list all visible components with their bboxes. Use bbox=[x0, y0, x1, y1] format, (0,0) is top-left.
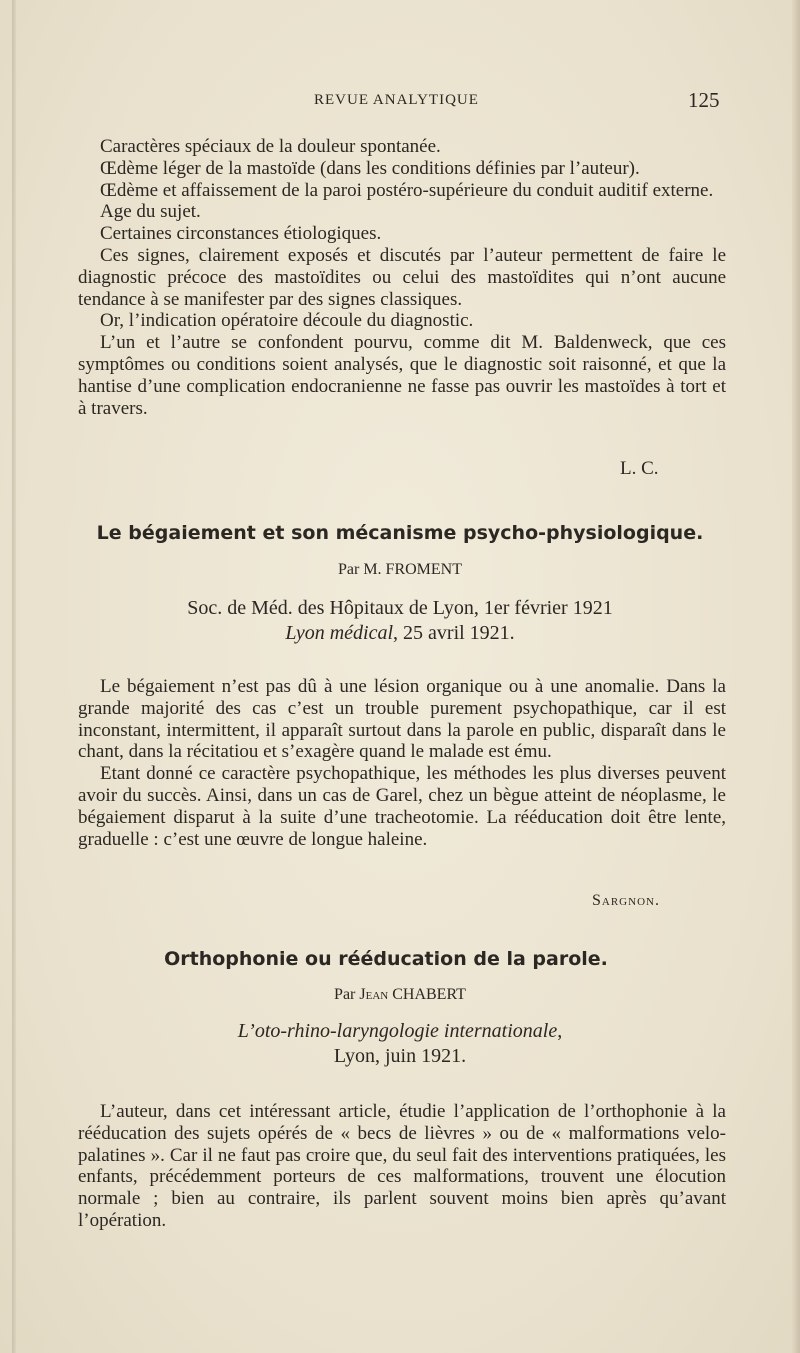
running-head-title: REVUE ANALYTIQUE bbox=[314, 92, 479, 108]
article-byline bbox=[0, 561, 800, 579]
paragraph: L’auteur, dans cet intéressant article, étudie l’application de l’orthophonie à la rééducation des sujets opérés de « becs de lièvres » ou de « malformations velo-palatines ». Car il ne faut pas croire que, du seul fait des interventions pratiquées, les enfants, précédemment porteurs de ces malformations, trouvent une élocution normale ; bien au contraire, ils parlent souvent moins bien après qu’avant l’opération. bbox=[78, 1101, 726, 1231]
paragraph: Œdème et affaissement de la paroi postéro-supérieure du conduit auditif externe. bbox=[100, 179, 714, 201]
byline-author: FROMENT bbox=[385, 561, 462, 578]
article-source bbox=[0, 1019, 800, 1069]
source-line: Lyon, juin 1921. bbox=[333, 1045, 467, 1067]
source-date: , 25 avril 1921. bbox=[393, 622, 515, 644]
byline-author: CHABERT bbox=[392, 986, 466, 1003]
article3-body bbox=[78, 1101, 726, 1232]
source-line: Soc. de Méd. des Hôpitaux de Lyon, 1er février 1921 bbox=[187, 597, 613, 619]
article-byline bbox=[0, 986, 800, 1004]
paragraph: L’un et l’autre se confondent pourvu, comme dit M. Baldenweck, que ces symptômes ou conditions soient analysés, que le diagnostic soit raisonné, et que la hantise d’une complication endocranienne ne fasse pas ouvrir les mastoïdes à tort et à travers. bbox=[78, 332, 726, 419]
source-line bbox=[0, 621, 800, 646]
byline-first-name: Jean bbox=[359, 986, 389, 1003]
paragraph: Ces signes, clairement exposés et discutés par l’auteur permettent de faire le diagnostic précoce des mastoïdites ou celui des mastoïdites qui n’ont aucune tendance à se manifester par des signes classiques. bbox=[78, 244, 726, 310]
source-journal: Lyon médical bbox=[285, 622, 394, 644]
section1-body bbox=[78, 136, 726, 419]
article-title: Orthophonie ou rééducation de la parole. bbox=[164, 948, 608, 970]
running-head bbox=[0, 88, 800, 114]
page-number: 125 bbox=[688, 88, 720, 112]
page-gutter-shadow bbox=[12, 0, 16, 1353]
page-edge-shadow bbox=[792, 0, 800, 1353]
byline-prefix: Par M. bbox=[337, 561, 382, 578]
byline-prefix: Par bbox=[334, 986, 356, 1003]
paragraph: Age du sujet. bbox=[100, 201, 201, 223]
article2-body bbox=[78, 676, 726, 850]
paragraph: Caractères spéciaux de la douleur spontanée. bbox=[100, 136, 441, 157]
paragraph: Certaines circonstances étiologiques. bbox=[100, 223, 382, 245]
paragraph: Etant donné ce caractère psychopathique, les méthodes les plus diverses peuvent avoir du succès. Ainsi, dans un cas de Garel, chez un bègue atteint de néoplasme, le bégaiement disparut à la suite d’une tracheotomie. La rééducation doit être lente, graduelle : c’est une œuvre de longue haleine. bbox=[78, 763, 726, 850]
article-title: Le bégaiement et son mécanisme psycho-physiologique. bbox=[96, 522, 704, 544]
paragraph: Or, l’indication opératoire découle du diagnostic. bbox=[100, 310, 474, 332]
source-line: L’oto-rhino-laryngologie internationale, bbox=[237, 1020, 563, 1042]
paragraph: Œdème léger de la mastoïde (dans les conditions définies par l’auteur). bbox=[100, 157, 640, 179]
signature-lc: L. C. bbox=[620, 458, 659, 479]
signature-sargnon: Sargnon. bbox=[592, 892, 660, 909]
source-journal: L’oto-rhino-laryngologie internationale bbox=[237, 1020, 558, 1042]
article-source bbox=[0, 596, 800, 646]
paragraph: Le bégaiement n’est pas dû à une lésion organique ou à une anomalie. Dans la grande majorité des cas c’est un trouble purement psychopathique, car il est inconstant, intermittent, il apparaît surtout dans la parole en public, disparaît dans le chant, dans la récitatiou et s’exagère quand le malade est ému. bbox=[78, 676, 726, 763]
